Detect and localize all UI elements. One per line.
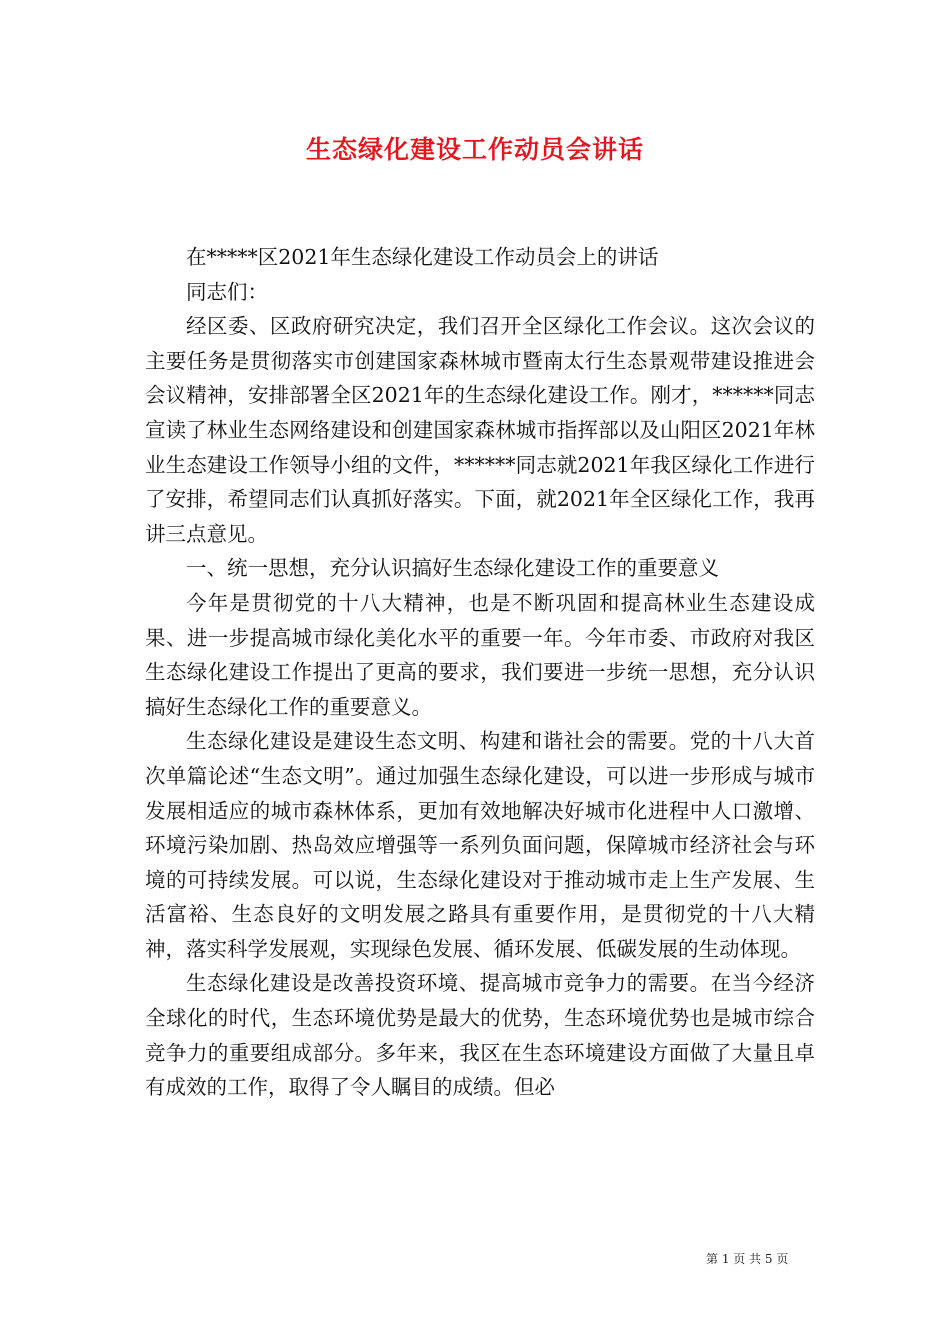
page-number-footer: 第 1 页 共 5 页 bbox=[706, 1252, 789, 1266]
salutation: 同志们： bbox=[186, 279, 268, 304]
paragraph: 生态绿化建设是建设生态文明、构建和谐社会的需要。党的十八大首次单篇论述“生态文明”。通过加强生态绿化建设，可以进一步形成与城市发展相适应的城市森林体系，更加有效地解决好城市化进程中人口激增、环境污染加剧、热岛效应增强等一系列负面问题，保障城市经济社会与环境的可持续发展。可以说，生态绿化建设对于推动城市走上生产发展、生活富裕、生态良好的文明发展之路具有重要作用，是贯彻党的十八大精神，落实科学发展观，实现绿色发展、循环发展、低碳发展的生动体现。 bbox=[145, 729, 815, 961]
paragraph: 今年是贯彻党的十八大精神，也是不断巩固和提高林业生态建设成果、进一步提高城市绿化美化水平的重要一年。今年市委、市政府对我区生态绿化建设工作提出了更高的要求，我们要进一步统一思想，充分认识搞好生态绿化工作的重要意义。 bbox=[145, 590, 815, 719]
paragraph-intro: 经区委、区政府研究决定，我们召开全区绿化工作会议。这次会议的主要任务是贯彻落实市创建国家森林城市暨南太行生态景观带建设推进会会议精神，安排部署全区2021年的生态绿化建设工作。刚才，******同志宣读了林业生态网络建设和创建国家森林城市指挥部以及山阳区2021年林业生态建设工作领导小组的文件，******同志就2021年我区绿化工作进行了安排，希望同志们认真抓好落实。下面，就2021年全区绿化工作，我再讲三点意见。 bbox=[145, 314, 815, 546]
subtitle-line: 在*****区2021年生态绿化建设工作动员会上的讲话 bbox=[186, 245, 659, 269]
document-title: 生态绿化建设工作动员会讲话 bbox=[305, 135, 644, 164]
section-heading-1: 一、统一思想，充分认识搞好生态绿化建设工作的重要意义 bbox=[186, 556, 719, 581]
paragraph: 生态绿化建设是改善投资环境、提高城市竞争力的需要。在当今经济全球化的时代，生态环境优势是最大的优势，生态环境优势也是城市综合竞争力的重要组成部分。多年来，我区在生态环境建设方面做了大量且卓有成效的工作，取得了令人瞩目的成绩。但必 bbox=[145, 971, 815, 1100]
document-body bbox=[145, 240, 815, 1105]
